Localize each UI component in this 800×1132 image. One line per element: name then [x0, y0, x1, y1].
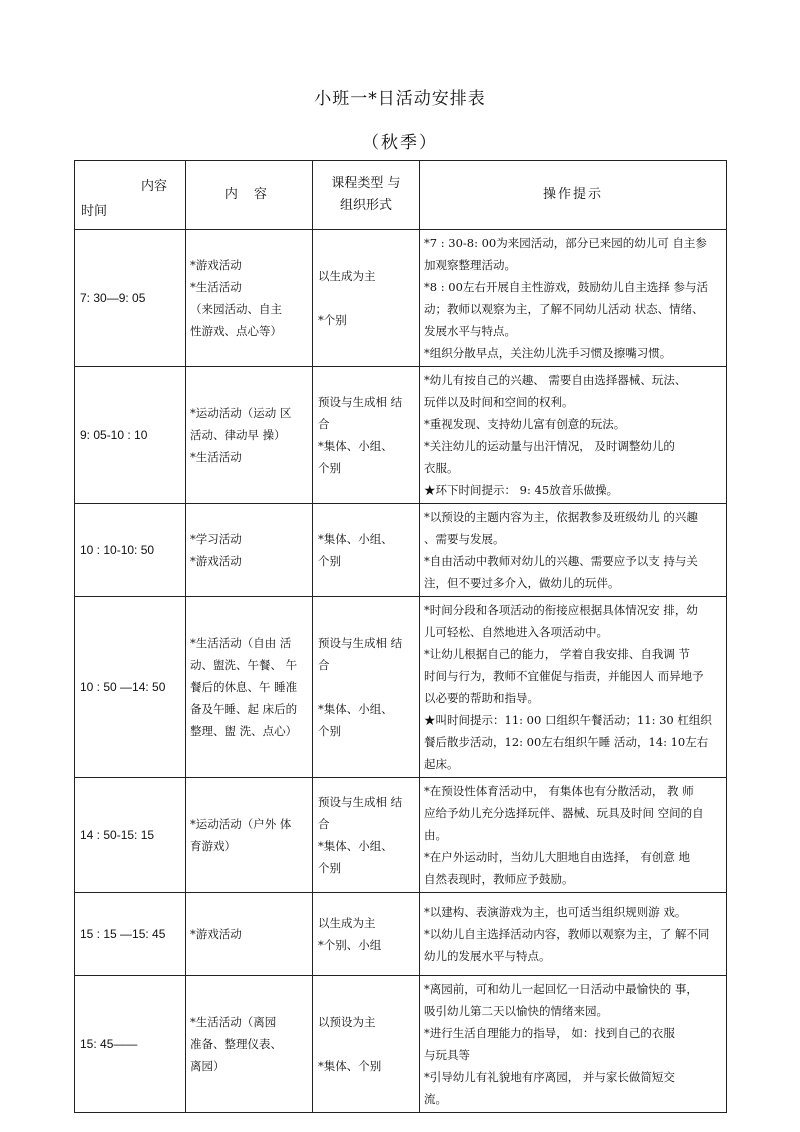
type-cell-line: 以预设为主	[318, 1015, 376, 1029]
tips-cell-line: *组织分散早点，关注幼儿洗手习惯及擦嘴习惯。	[424, 346, 672, 360]
type-cell-line: 预设与生成相 结	[318, 795, 403, 809]
content-cell	[186, 976, 313, 1113]
content-cell-line: 离园）	[190, 1059, 225, 1073]
type-cell-line: *集体、个别	[318, 1059, 382, 1073]
page-subtitle: （秋季）	[362, 133, 438, 153]
content-cell-line: 性游戏、点心等）	[190, 324, 282, 338]
tips-cell-line: 流。	[424, 1092, 447, 1106]
type-cell-line: *个别	[318, 313, 347, 327]
header-content: 内 容	[186, 161, 313, 230]
time-cell: 10 : 10-10: 50	[75, 504, 186, 597]
tips-cell-line: 加观察整理活动。	[424, 258, 516, 272]
content-cell-line: *运动活动（户外 体	[190, 817, 292, 831]
tips-cell	[420, 778, 727, 893]
table-row	[75, 597, 727, 778]
content-cell-line: *游戏活动	[190, 554, 242, 568]
tips-cell-line: 应给予幼儿充分选择玩伴、器械、玩具及时间 空间的自	[424, 806, 704, 820]
tips-cell-line: *7 : 30-8: 00为来园活动，部分已来园的幼儿可 自主参	[424, 236, 707, 250]
content-cell-line: 餐后的休息、午 睡准	[190, 680, 298, 694]
header-time-cell	[75, 161, 186, 230]
table-row	[75, 367, 727, 504]
type-cell-line: 个别	[318, 461, 341, 475]
type-cell	[313, 230, 420, 367]
tips-cell-line: *让幼儿根据自己的能力， 学着自我安排、自我调 节	[424, 647, 691, 661]
type-cell-line: 个别	[318, 724, 341, 738]
tips-cell-line: 玩伴以及时间和空间的权利。	[424, 395, 574, 409]
type-cell	[313, 367, 420, 504]
tips-cell-line: 吸引幼儿第二天以愉快的情绪来园。	[424, 1004, 608, 1018]
header-tips: 操作提示	[420, 161, 727, 230]
type-cell-line: *集体、小组、	[318, 702, 393, 716]
tips-cell	[420, 230, 727, 367]
type-cell-line: 以生成为主	[318, 269, 376, 283]
tips-cell-line: *进行生活自理能力的指导， 如：找到自己的衣服	[424, 1026, 675, 1040]
header-time-top: 内容	[140, 178, 167, 193]
content-cell-line: *生活活动（离园	[190, 1015, 277, 1029]
content-cell-line: *生活活动	[190, 450, 242, 464]
schedule-table	[74, 160, 727, 1113]
content-cell	[186, 778, 313, 893]
content-cell	[186, 367, 313, 504]
type-cell-line: 个别	[318, 554, 341, 568]
type-cell-line	[318, 676, 414, 698]
type-cell-line: *集体、小组、	[318, 839, 393, 853]
content-cell	[186, 504, 313, 597]
type-cell-line: 个别	[318, 861, 341, 875]
time-cell: 10 : 50 —14: 50	[75, 597, 186, 778]
tips-cell	[420, 367, 727, 504]
tips-cell-line: *自由活动中教师对幼儿的兴趣、需要应予以支 持与关	[424, 554, 698, 568]
tips-cell-line: 动；教师以观察为主，了解不同幼儿活动 状态、情绪、	[424, 302, 704, 316]
tips-cell	[420, 893, 727, 976]
tips-cell-line: *在预设性体育活动中， 有集体也有分散活动， 教 师	[424, 784, 694, 798]
type-cell-line: 合	[318, 817, 330, 831]
tips-cell-line: 注，但不要过多介入，做幼儿的玩伴。	[424, 576, 620, 590]
time-cell: 14 : 50-15: 15	[75, 778, 186, 893]
table-header-row	[75, 161, 727, 230]
content-cell-line: *学习活动	[190, 532, 242, 546]
content-cell-line: *生活活动（自由 活	[190, 636, 292, 650]
tips-cell	[420, 597, 727, 778]
type-cell-line: 合	[318, 417, 330, 431]
tips-cell-line: *引导幼儿有礼貌地有序离园， 并与家长做简短交	[424, 1070, 675, 1084]
type-cell-line	[318, 287, 414, 309]
content-cell-line: 准备、整理仪表、	[190, 1037, 282, 1051]
tips-cell-line: 起床。	[424, 757, 459, 771]
tips-cell	[420, 976, 727, 1113]
content-cell-line: *运动活动（运动 区	[190, 406, 292, 420]
content-cell-line: 备及午睡、起 床后的	[190, 702, 298, 716]
content-cell-line: 整理、盥 洗、点心）	[190, 724, 298, 738]
tips-cell-line: *在户外运动时，当幼儿大胆地自由选择， 有创意 地	[424, 850, 691, 864]
type-cell	[313, 893, 420, 976]
table-row	[75, 230, 727, 367]
content-cell	[186, 893, 313, 976]
header-type	[313, 161, 420, 230]
tips-cell-line: 衣服。	[424, 461, 459, 475]
content-cell-line: 动、盥洗、午餐、 午	[190, 658, 298, 672]
type-cell-line: 预设与生成相 结	[318, 636, 403, 650]
type-cell-line: 以生成为主	[318, 916, 376, 930]
type-cell-line: *集体、小组、	[318, 532, 393, 546]
type-cell	[313, 597, 420, 778]
tips-cell-line: *8 : 00左右开展自主性游戏，鼓励幼儿自主选择 参与活	[424, 280, 709, 294]
content-cell-line: *游戏活动	[190, 927, 242, 941]
type-cell-line: 合	[318, 658, 330, 672]
content-cell-line: 育游戏）	[190, 839, 236, 853]
content-cell	[186, 230, 313, 367]
table-row	[75, 976, 727, 1113]
header-type-line: 课程类型 与	[331, 176, 401, 191]
type-cell-line: *个别、小组	[318, 938, 382, 952]
tips-cell-line: 与玩具等	[424, 1048, 470, 1062]
content-cell-line: （来园活动、自主	[190, 302, 282, 316]
tips-cell-line: *关注幼儿的运动量与出汗情况， 及时调整幼儿的	[424, 439, 675, 453]
tips-cell-line: ★叫时间提示：11: 00 口组织午餐活动；11: 30 杠组织	[424, 713, 712, 727]
time-cell: 9: 05-10 : 10	[75, 367, 186, 504]
tips-cell-line: *以预设的主题内容为主，依据教参及班级幼儿 的兴趣	[424, 510, 698, 524]
type-cell-line: 预设与生成相 结	[318, 395, 403, 409]
table-row	[75, 893, 727, 976]
tips-cell-line: 餐后散步活动，12: 00左右组织午睡 活动，14: 10左右	[424, 735, 709, 749]
tips-cell-line: 、需要与发展。	[424, 532, 505, 546]
content-cell	[186, 597, 313, 778]
table-row	[75, 778, 727, 893]
tips-cell-line: 自然表现时，教师应予鼓励。	[424, 872, 574, 886]
tips-cell-line: *重视发现、支持幼儿富有创意的玩法。	[424, 417, 626, 431]
tips-cell-line: 发展水平与特点。	[424, 324, 516, 338]
type-cell	[313, 504, 420, 597]
tips-cell-line: *时间分段和各项活动的衔接应根据具体情况安 排，幼	[424, 603, 698, 617]
tips-cell	[420, 504, 727, 597]
time-cell: 7: 30—9: 05	[75, 230, 186, 367]
tips-cell-line: *离园前，可和幼儿一起回忆一日活动中最愉快的 事，	[424, 982, 698, 996]
tips-cell-line: *以幼儿自主选择活动内容，教师以观察为主，了 解不同	[424, 927, 710, 941]
table-row	[75, 504, 727, 597]
page-title: 小班一*日活动安排表	[314, 89, 486, 109]
type-cell-line	[318, 1033, 414, 1055]
time-cell: 15: 45——	[75, 976, 186, 1113]
header-type-line: 组织形式	[339, 198, 392, 213]
tips-cell-line: 时间与行为，教师不宜催促与指责，并能因人 而异地予	[424, 669, 704, 683]
tips-cell-line: 由。	[424, 828, 447, 842]
header-time-bottom: 时间	[81, 203, 108, 218]
type-cell	[313, 976, 420, 1113]
type-cell	[313, 778, 420, 893]
tips-cell-line: 儿可轻松、自然地进入各项活动中。	[424, 625, 608, 639]
tips-cell-line: *以建构、表演游戏为主，也可适当组织规则游 戏。	[424, 905, 687, 919]
tips-cell-line: *幼儿有按自己的兴趣、 需要自由选择器械、玩法、	[424, 373, 687, 387]
tips-cell-line: 以必要的帮助和指导。	[424, 691, 539, 705]
type-cell-line: *集体、小组、	[318, 439, 393, 453]
content-cell-line: *生活活动	[190, 280, 242, 294]
content-cell-line: *游戏活动	[190, 258, 242, 272]
time-cell: 15 : 15 —15: 45	[75, 893, 186, 976]
content-cell-line: 活动、律动早 操）	[190, 428, 286, 442]
tips-cell-line: 幼儿的发展水平与特点。	[424, 949, 551, 963]
tips-cell-line: ★环下时间提示： 9: 45放音乐做操。	[424, 483, 619, 497]
